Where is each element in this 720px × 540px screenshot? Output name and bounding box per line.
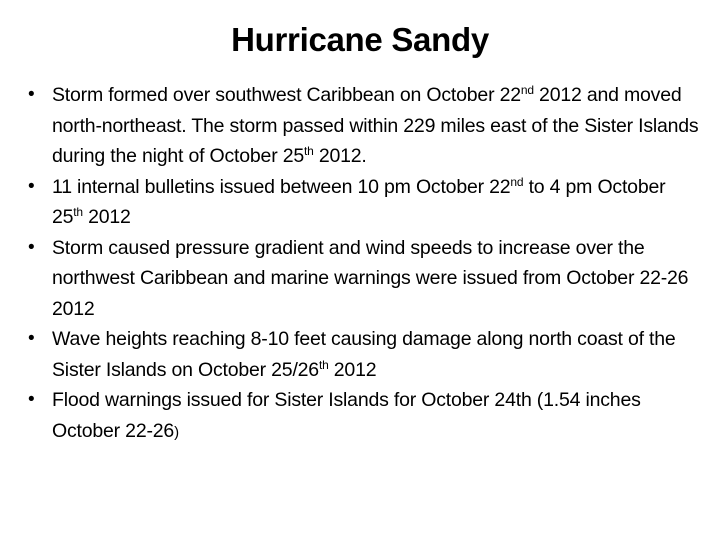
bullet-text: Wave heights reaching 8-10 feet causing damage along north coast of the Sister Islands on October 25/26 (52, 328, 676, 381)
ordinal-suffix: th (73, 205, 83, 219)
bullet-text: to 4 pm October 25 (52, 175, 666, 228)
bullet-text: 2012 (328, 358, 377, 381)
bullet-text: Flood warnings issued for Sister Islands for October 24th (1.54 inches October 22-26 (52, 389, 641, 442)
bullet-text: 2012. (313, 145, 367, 167)
bullet-text: 11 internal bulletins issued between 10 pm October 22 (52, 175, 511, 198)
bullet-item (28, 385, 700, 448)
bullet-item (28, 233, 700, 325)
bullet-dot-icon: • (28, 84, 35, 105)
bullet-dot-icon: • (28, 389, 35, 410)
ordinal-suffix: th (304, 144, 314, 158)
ordinal-suffix: nd (510, 174, 524, 189)
bullet-item (28, 80, 700, 172)
bullet-text: Storm formed over southwest Caribbean on October 22 (52, 84, 521, 106)
bullet-item (28, 172, 700, 233)
bullet-dot-icon: • (28, 236, 35, 258)
closing-paren: ) (174, 423, 179, 441)
bullet-text: 2012 and moved north-northeast. The storm passed within 229 miles east of the Sister Islands during the night of October 25 (52, 84, 699, 167)
ordinal-suffix: nd (520, 83, 534, 97)
bullet-dot-icon: • (28, 328, 35, 349)
bullet-dot-icon: • (28, 175, 35, 197)
slide-title: Hurricane Sandy (231, 21, 489, 58)
bullet-list (28, 80, 700, 448)
ordinal-suffix: th (318, 357, 329, 372)
bullet-text: 2012 (82, 206, 131, 228)
bullet-item (28, 324, 700, 385)
bullet-text: Storm caused pressure gradient and wind speeds to increase over the northwest Caribbean and marine warnings were issued from October 22-26 2012 (52, 236, 689, 320)
